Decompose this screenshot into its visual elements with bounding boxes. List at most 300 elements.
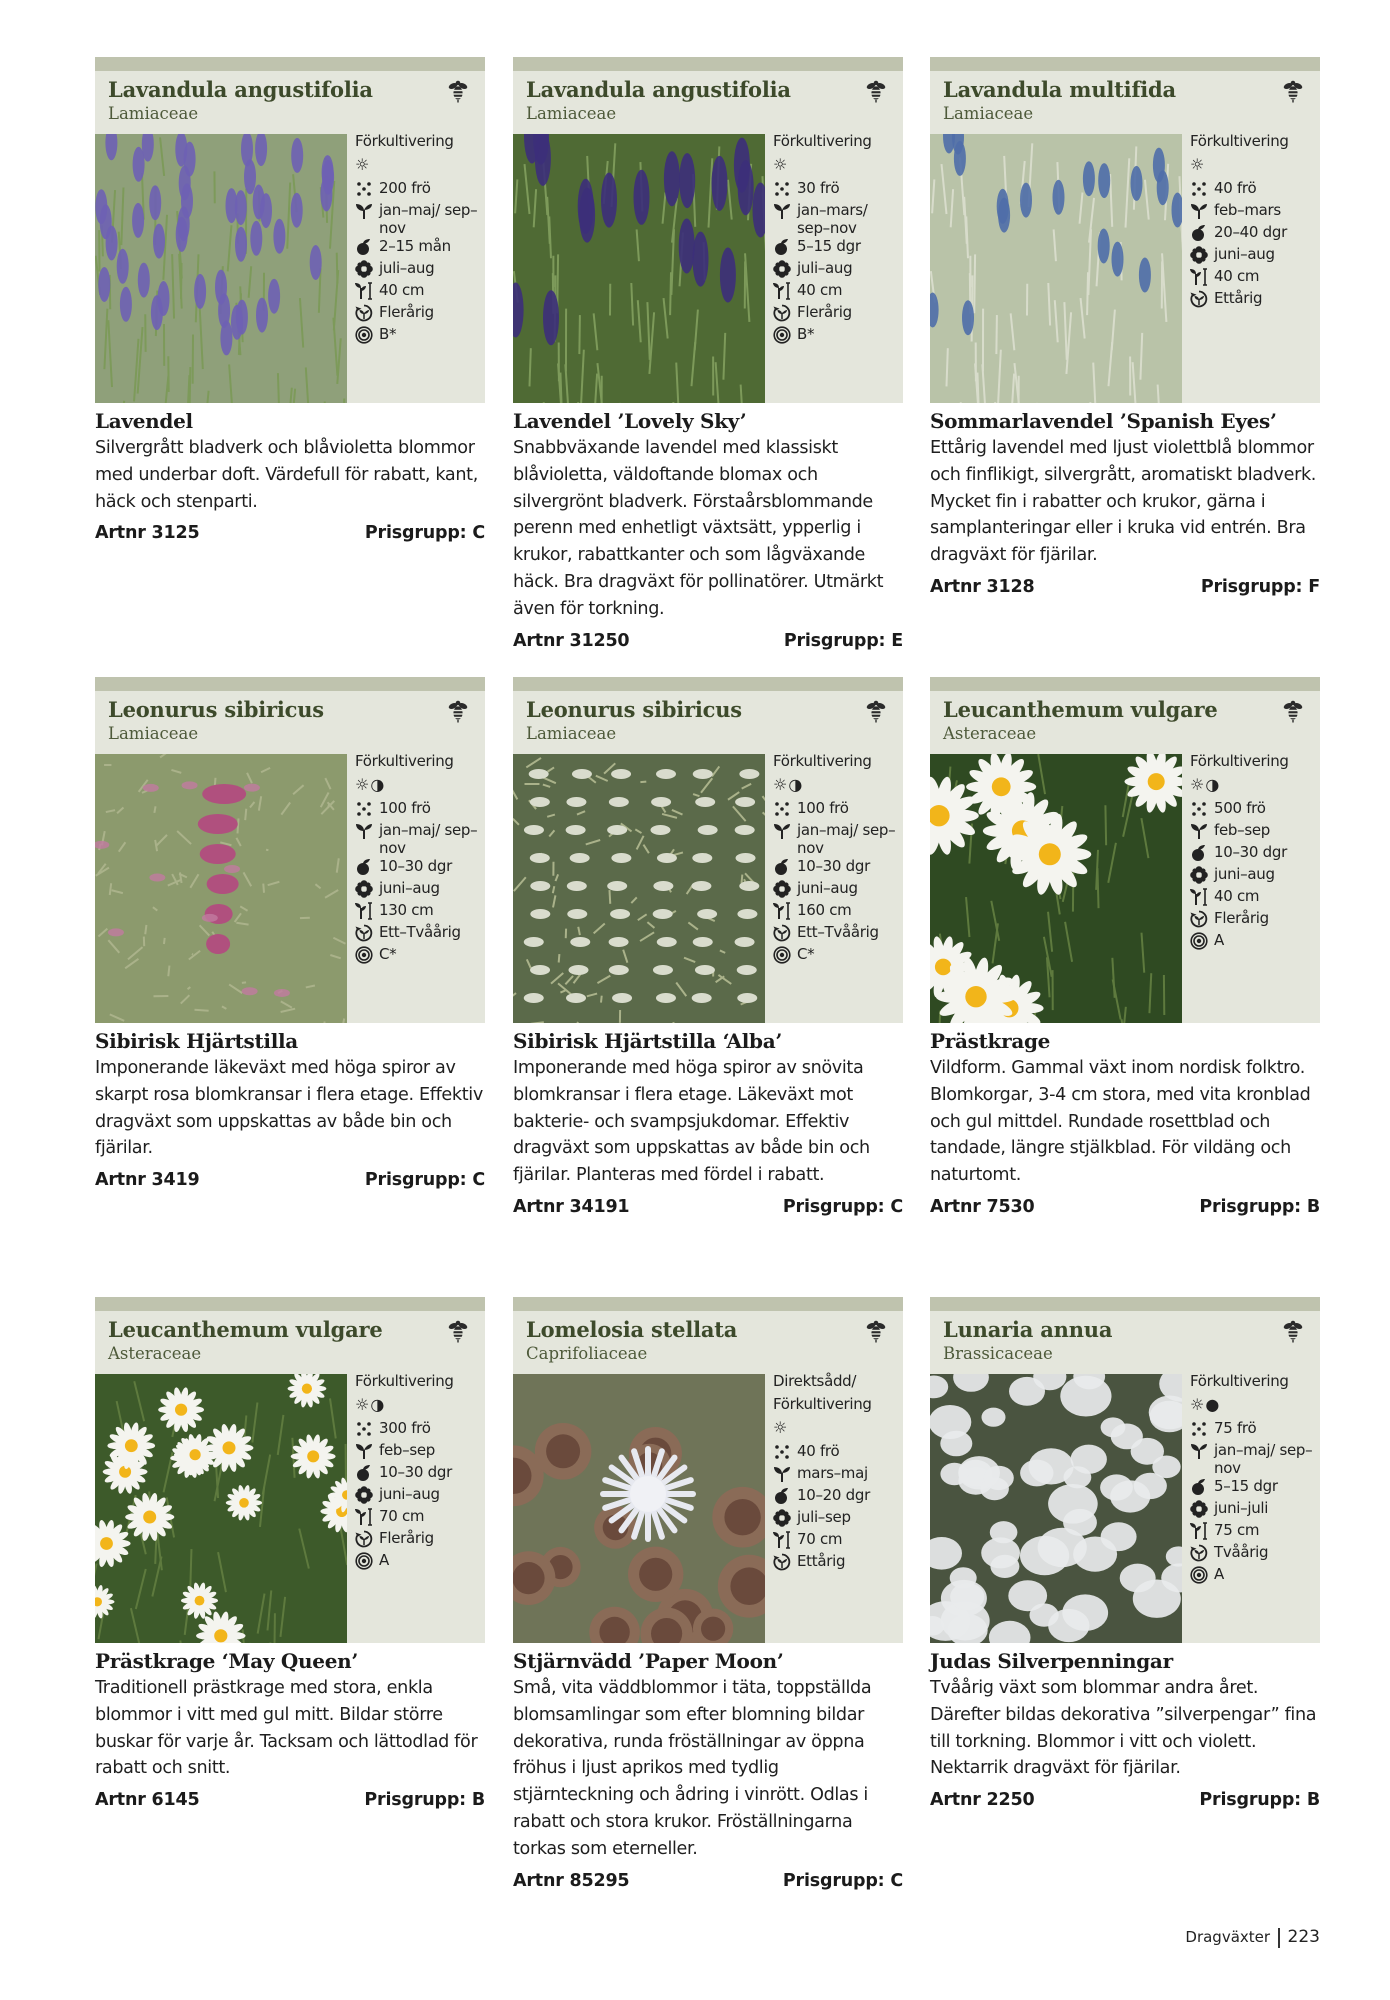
sun-icon: ☼◑ [1190,775,1221,794]
sun-icon: ☼ [773,1418,789,1437]
card-info-box [95,57,485,403]
plant-family: Asteraceae [943,724,1037,743]
description: Snabbväxande lavendel med klassiskt blåvioletta, väldoftande blomax och silvergrönt bladverk. Förstaårsblommande perenn med enhetligt växtsätt, ypperlig i krukor, rabattkanter och som lågväxande häck. Bra dragväxt för pollinatörer. Utmärkt även för torkning. [513,438,884,619]
fact-value: juni–aug [797,879,858,897]
fact-germination [773,1486,901,1508]
fact-value: A [379,1551,389,1569]
swedish-name: Sommarlavendel ’Spanish Eyes’ [930,409,1277,433]
seeds-icon [1190,180,1208,198]
bee-icon [447,79,469,103]
cultivation-method: Förkultivering [773,752,872,770]
fact-sow [773,821,901,857]
description: Traditionell prästkrage med stora, enkla blommor i vitt med gul mitt. Bildar större buskar för varje år. Tacksam och lättodlad för rabatt och snitt. [95,1678,478,1779]
article-number: Artnr 34191 [513,1196,630,1217]
lifespan-icon [355,1530,373,1548]
cultivation-method: Förkultivering [1190,752,1289,770]
card-footer [930,577,1320,597]
fact-value: C* [797,945,815,963]
article-number: Artnr 3128 [930,576,1035,597]
price-group: Prisgrupp: B [1199,1196,1320,1217]
plant-photo [930,754,1182,1023]
latin-name: Leonurus sibiricus [526,697,742,722]
fact-lifespan [1190,289,1318,311]
fact-value: A [1214,931,1224,949]
flower-icon [1190,1500,1208,1518]
fact-value: 40 cm [379,281,425,299]
description: Ettårig lavendel med ljust violettblå blommor och finflikigt, silvergrått, aromatiskt bladverk. Mycket fin i rabatter och krukor, gärna i samplanteringar eller i kruka vid entrén. Bra dragväxt för fjärilar. [930,438,1317,566]
zone-icon [1190,1566,1208,1584]
flower-icon [773,880,791,898]
card-info-box [95,677,485,1023]
growing-facts [1190,130,1318,311]
latin-name: Lavandula multifida [943,77,1176,102]
fact-value: jan–maj/ sep–nov [379,821,478,857]
fact-value: 10–30 dgr [1214,843,1287,861]
fact-value: Ett–Tvåårig [379,923,461,941]
zone-icon [355,1552,373,1570]
latin-name: Leucanthemum vulgare [108,1317,383,1342]
fact-lifespan [1190,909,1318,931]
page-number: 223 [1287,1927,1320,1947]
fact-flower [1190,865,1318,887]
plant-family: Brassicaceae [943,1344,1053,1363]
card-info-box [930,677,1320,1023]
fact-value: Ettårig [1214,289,1263,307]
price-group: Prisgrupp: B [364,1790,485,1811]
cultivation-method: Förkultivering [355,1372,454,1390]
sow-icon [1190,202,1208,220]
fact-value: Flerårig [379,1529,434,1547]
card-header-band [513,1297,903,1311]
fact-zone [773,325,901,347]
card-footer [95,1170,485,1190]
germination-icon [773,858,791,876]
growing-facts [773,750,901,967]
plant-family: Lamiaceae [108,724,199,743]
flower-icon [773,1509,791,1527]
fact-value: A [1214,1565,1224,1583]
fact-sow [1190,1441,1318,1477]
fact-lifespan [355,303,483,325]
fact-lifespan [355,1529,483,1551]
price-group: Prisgrupp: C [364,1170,485,1191]
card-header-band [930,57,1320,71]
bee-icon [1282,699,1304,723]
plant-photo [513,754,765,1023]
fact-value: 10–20 dgr [797,1486,870,1504]
article-number: Artnr 2250 [930,1790,1035,1811]
fact-value: 130 cm [379,901,434,919]
product-card [95,57,485,543]
germination-icon [1190,224,1208,242]
seeds-icon [355,800,373,818]
zone-icon [355,946,373,964]
fact-flower [773,259,901,281]
plant-family: Lamiaceae [108,104,199,123]
latin-name: Lavandula angustifolia [526,77,791,102]
fact-flower [773,1508,901,1530]
card-info-box [513,1297,903,1643]
card-header-band [95,57,485,71]
growing-facts [1190,1370,1318,1587]
fact-value: 5–15 dgr [1214,1477,1278,1495]
fact-value: C* [379,945,397,963]
price-group: Prisgrupp: B [1199,1790,1320,1811]
fact-value: 160 cm [797,901,852,919]
sun-icon: ☼● [1190,1395,1221,1414]
fact-value: Flerårig [1214,909,1269,927]
fact-zone [773,945,901,967]
page-footer [1185,1927,1320,1948]
plant-family: Lamiaceae [943,104,1034,123]
latin-name: Lomelosia stellata [526,1317,738,1342]
fact-sow [355,821,483,857]
germination-icon [773,238,791,256]
bee-icon [1282,79,1304,103]
sow-icon [1190,822,1208,840]
sun-icon: ☼ [355,155,371,174]
growing-facts [773,1370,901,1574]
flower-icon [1190,866,1208,884]
card-footer [95,523,485,543]
fact-value: 75 frö [1214,1419,1257,1437]
fact-value: 500 frö [1214,799,1266,817]
fact-zone [355,945,483,967]
lifespan-icon [773,924,791,942]
cultivation-method: Förkultivering [773,132,872,150]
card-header-band [513,57,903,71]
height-icon [355,1508,373,1526]
fact-value: 75 cm [1214,1521,1260,1539]
fact-sow [355,201,483,237]
seeds-icon [355,180,373,198]
flower-icon [355,880,373,898]
fact-value: juni–aug [379,879,440,897]
fact-zone [355,325,483,347]
fact-flower [1190,245,1318,267]
lifespan-icon [355,924,373,942]
fact-value: 40 cm [1214,267,1260,285]
swedish-name: Judas Silverpenningar [930,1649,1173,1673]
germination-icon [355,1464,373,1482]
seeds-icon [773,1443,791,1461]
price-group: Prisgrupp: C [782,1870,903,1891]
fact-value: 20–40 dgr [1214,223,1287,241]
fact-germination [1190,843,1318,865]
fact-flower [1190,1499,1318,1521]
product-card [930,57,1320,597]
fact-value: Tvåårig [1214,1543,1269,1561]
flower-icon [355,260,373,278]
fact-value: 100 frö [379,799,431,817]
swedish-name: Sibirisk Hjärtstilla [95,1029,298,1053]
fact-value: mars–maj [797,1464,868,1482]
sow-icon [773,822,791,840]
plant-family: Lamiaceae [526,724,617,743]
fact-value: juni–juli [1214,1499,1269,1517]
bee-icon [865,79,887,103]
height-icon [773,282,791,300]
card-header-band [930,677,1320,691]
description: Imponerande med höga spiror av snövita blomkransar i flera etage. Läkeväxt mot bakterie- och svampsjukdomar. Effektiv dragväxt som uppskattas av både bin och fjärilar. Planteras med fördel i rabatt. [513,1058,870,1186]
fact-value: jan–maj/ sep–nov [797,821,896,857]
sun-icon: ☼ [1190,155,1206,174]
plant-photo [95,1374,347,1643]
sow-icon [773,1465,791,1483]
price-group: Prisgrupp: E [783,630,903,651]
sun-icon: ☼◑ [355,775,386,794]
fact-seeds [1190,1419,1318,1441]
seeds-icon [1190,1420,1208,1438]
height-icon [773,1531,791,1549]
height-icon [1190,268,1208,286]
lifespan-icon [773,1553,791,1571]
bee-icon [1282,1319,1304,1343]
fact-lifespan [1190,1543,1318,1565]
plant-family: Lamiaceae [526,104,617,123]
fact-flower [355,1485,483,1507]
fact-value: Ett–Tvåårig [797,923,879,941]
fact-seeds [355,179,483,201]
price-group: Prisgrupp: F [1200,576,1320,597]
fact-value: 100 frö [797,799,849,817]
product-card [513,677,903,1217]
fact-seeds [355,1419,483,1441]
article-number: Artnr 7530 [930,1196,1035,1217]
height-icon [1190,888,1208,906]
fact-flower [355,879,483,901]
lifespan-icon [773,304,791,322]
fact-value: 40 frö [797,1442,840,1460]
height-icon [1190,1522,1208,1540]
cultivation-method: Förkultivering [355,132,454,150]
fact-lifespan [773,303,901,325]
zone-icon [355,326,373,344]
swedish-name: Stjärnvädd ’Paper Moon’ [513,1649,784,1673]
fact-germination [355,237,483,259]
fact-value: juli–sep [797,1508,851,1526]
card-footer [513,1197,903,1217]
card-footer [513,1871,903,1891]
description: Små, vita väddblommor i täta, toppställda blomsamlingar som efter blomning bildar dekorativa, runda fröställningar av öppna fröhus i ljust aprikos med tydlig stjärnteckning och ådring i vinrött. Odlas i rabatt och stora krukor. Fröställningarna torkas som eterneller. [513,1678,872,1859]
card-info-box [513,677,903,1023]
cultivation-method: Direktsådd/ Förkultivering [773,1372,872,1413]
fact-sow [773,1464,901,1486]
germination-icon [355,238,373,256]
latin-name: Leucanthemum vulgare [943,697,1218,722]
fact-value: juni–aug [1214,245,1275,263]
latin-name: Leonurus sibiricus [108,697,324,722]
product-card [95,1297,485,1810]
cultivation-method: Förkultivering [1190,1372,1289,1390]
sow-icon [773,202,791,220]
fact-height [773,281,901,303]
zone-icon [773,946,791,964]
description: Vildform. Gammal växt inom nordisk folktro. Blomkorgar, 3-4 cm stora, med vita kronblad och gul mittdel. Rundade rosettblad och tandade, längre stjälkblad. För vildäng och naturtomt. [930,1058,1311,1186]
product-card [930,1297,1320,1810]
fact-lifespan [355,923,483,945]
fact-flower [773,879,901,901]
fact-value: jan–maj/ sep–nov [379,201,478,237]
lifespan-icon [1190,1544,1208,1562]
fact-height [1190,1521,1318,1543]
seeds-icon [355,1420,373,1438]
sow-icon [355,822,373,840]
fact-sow [355,1441,483,1463]
card-footer [513,631,903,651]
lifespan-icon [355,304,373,322]
fact-value: 10–30 dgr [797,857,870,875]
fact-value: juli–aug [379,259,435,277]
fact-height [1190,267,1318,289]
latin-name: Lunaria annua [943,1317,1113,1342]
lifespan-icon [1190,910,1208,928]
fact-sow [773,201,901,237]
price-group: Prisgrupp: C [782,1196,903,1217]
fact-value: 10–30 dgr [379,857,452,875]
fact-sow [1190,201,1318,223]
fact-value: 2–15 mån [379,237,451,255]
fact-seeds [773,179,901,201]
card-footer [95,1790,485,1810]
card-info-box [930,57,1320,403]
fact-germination [355,857,483,879]
seeds-icon [773,180,791,198]
fact-germination [355,1463,483,1485]
bee-icon [447,699,469,723]
fact-height [355,901,483,923]
fact-height [355,1507,483,1529]
fact-value: 200 frö [379,179,431,197]
fact-zone [1190,1565,1318,1587]
article-number: Artnr 3125 [95,523,200,544]
germination-icon [773,1487,791,1505]
germination-icon [1190,1478,1208,1496]
card-info-box [513,57,903,403]
bee-icon [447,1319,469,1343]
fact-value: 70 cm [797,1530,843,1548]
fact-value: 30 frö [797,179,840,197]
lifespan-icon [1190,290,1208,308]
zone-icon [1190,932,1208,950]
latin-name: Lavandula angustifolia [108,77,373,102]
product-card [930,677,1320,1217]
fact-value: 40 cm [1214,887,1260,905]
fact-flower [355,259,483,281]
description: Silvergrått bladverk och blåvioletta blommor med underbar doft. Värdefull för rabatt, kant, häck och stenparti. [95,438,478,512]
growing-facts [773,130,901,347]
product-card [513,1297,903,1891]
bee-icon [865,1319,887,1343]
sow-icon [355,202,373,220]
sun-icon: ☼ [773,155,789,174]
swedish-name: Sibirisk Hjärtstilla ‘Alba’ [513,1029,783,1053]
plant-family: Asteraceae [108,1344,202,1363]
fact-value: 40 cm [797,281,843,299]
fact-value: Flerårig [379,303,434,321]
flower-icon [355,1486,373,1504]
fact-value: 40 frö [1214,179,1257,197]
fact-germination [1190,1477,1318,1499]
sun-icon: ☼◑ [773,775,804,794]
article-number: Artnr 6145 [95,1790,200,1811]
fact-zone [1190,931,1318,953]
fact-seeds [773,799,901,821]
fact-germination [773,237,901,259]
height-icon [355,282,373,300]
description: Imponerande läkeväxt med höga spiror av skarpt rosa blomkransar i flera etage. Effektiv dragväxt som uppskattas av både bin och fjärilar. [95,1058,483,1159]
seeds-icon [773,800,791,818]
fact-value: 70 cm [379,1507,425,1525]
growing-facts [355,750,483,967]
sun-icon: ☼◑ [355,1395,386,1414]
growing-facts [355,1370,483,1573]
fact-value: feb–sep [1214,821,1270,839]
fact-value: feb–mars [1214,201,1281,219]
flower-icon [773,260,791,278]
card-header-band [95,1297,485,1311]
germination-icon [355,858,373,876]
fact-value: 300 frö [379,1419,431,1437]
growing-facts [1190,750,1318,953]
fact-value: 10–30 dgr [379,1463,452,1481]
fact-value: B* [797,325,815,343]
card-footer [930,1790,1320,1810]
fact-zone [355,1551,483,1573]
sow-icon [355,1442,373,1460]
sow-icon [1190,1442,1208,1460]
card-footer [930,1197,1320,1217]
flower-icon [1190,246,1208,264]
footer-divider [1278,1928,1280,1948]
section-name: Dragväxter [1185,1928,1271,1946]
fact-height [1190,887,1318,909]
plant-photo [513,134,765,403]
fact-value: juni–aug [379,1485,440,1503]
plant-photo [513,1374,765,1643]
article-number: Artnr 3419 [95,1170,200,1191]
bee-icon [865,699,887,723]
product-card [95,677,485,1190]
fact-height [773,901,901,923]
fact-value: juni–aug [1214,865,1275,883]
height-icon [773,902,791,920]
swedish-name: Prästkrage ‘May Queen’ [95,1649,359,1673]
height-icon [355,902,373,920]
plant-photo [95,134,347,403]
fact-value: juli–aug [797,259,853,277]
card-info-box [95,1297,485,1643]
plant-family: Caprifoliaceae [526,1344,648,1363]
card-header-band [95,677,485,691]
fact-lifespan [773,923,901,945]
growing-facts [355,130,483,347]
plant-photo [930,134,1182,403]
zone-icon [773,326,791,344]
plant-photo [930,1374,1182,1643]
article-number: Artnr 85295 [513,1870,630,1891]
plant-photo [95,754,347,1023]
swedish-name: Prästkrage [930,1029,1051,1053]
fact-value: Ettårig [797,1552,846,1570]
fact-seeds [355,799,483,821]
swedish-name: Lavendel [95,409,193,433]
card-header-band [930,1297,1320,1311]
germination-icon [1190,844,1208,862]
cultivation-method: Förkultivering [355,752,454,770]
fact-germination [1190,223,1318,245]
article-number: Artnr 31250 [513,630,630,651]
